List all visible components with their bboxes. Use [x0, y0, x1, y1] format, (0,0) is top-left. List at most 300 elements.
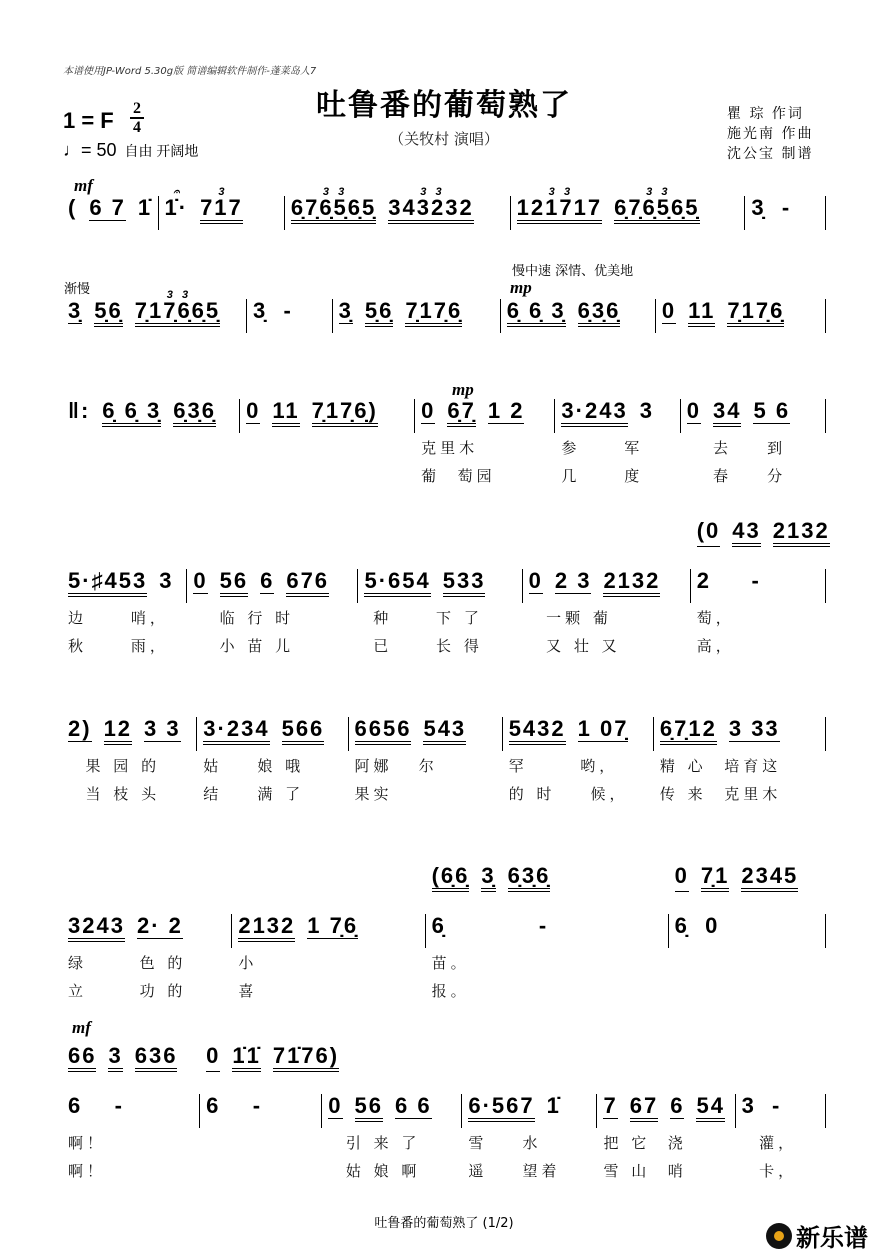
note-text: 7̣17̣6̣6̣5̣ — [134, 298, 221, 323]
note-group — [203, 717, 269, 745]
lyric-verse2: 传 来 克里木 — [659, 785, 782, 803]
note-text: 1 7̣6̣ — [307, 913, 359, 938]
note-group — [701, 864, 729, 892]
note-text: 6̣7̣12 — [659, 716, 717, 741]
note-group — [421, 399, 435, 424]
system-7 — [62, 1043, 826, 1180]
lyric-verse2: 小 苗 儿 — [193, 637, 295, 655]
note-text: 2132 — [772, 518, 830, 543]
note-group — [68, 196, 77, 220]
site-logo — [766, 1218, 868, 1253]
note-text: 5·♯453 — [68, 568, 148, 593]
note-group — [529, 569, 543, 594]
notes — [62, 569, 186, 603]
note-text: 676 — [286, 568, 330, 593]
notes — [62, 914, 231, 948]
lyric-verse2: 果实 — [354, 785, 393, 803]
note-group — [339, 299, 353, 324]
note-group — [697, 519, 721, 547]
lyric-verse1: 克里木 — [421, 439, 479, 457]
lyric-verse1: 萄， — [696, 609, 735, 627]
lyric-verse2: 立 功 的 — [68, 982, 187, 1000]
note-group — [508, 864, 551, 892]
notes — [240, 399, 414, 433]
note-group — [200, 186, 243, 224]
notes — [426, 914, 668, 948]
note-text: 343232 — [388, 195, 474, 220]
note-text: - — [457, 913, 549, 938]
measure — [285, 186, 511, 230]
note-text: 56 — [354, 1093, 384, 1118]
note-group — [509, 717, 566, 745]
note-text: 6 — [670, 1093, 685, 1118]
measure — [462, 1093, 597, 1180]
lyric-verse2: 的 时 候， — [508, 785, 629, 803]
note-group — [312, 399, 378, 427]
notes — [681, 399, 825, 433]
note-text: 3 — [108, 1043, 123, 1068]
note-text: 3 33 — [728, 716, 780, 741]
lyric-verse2: 春 分 — [686, 467, 787, 485]
measure — [62, 196, 159, 230]
note-group — [603, 569, 660, 597]
note-text: 6656 — [354, 716, 412, 741]
note-text: 0 — [246, 398, 261, 423]
note-text: 56 — [219, 568, 249, 593]
note-group — [713, 399, 741, 427]
note-text: 3243 — [68, 913, 125, 938]
lyric-verse2: 报。 — [431, 982, 470, 1000]
system-3 — [62, 398, 826, 485]
note-text: 2) — [68, 716, 92, 741]
meter-top: 2 — [133, 100, 141, 117]
note-text: 6 — [260, 568, 275, 593]
notes — [523, 569, 690, 603]
lyric-verse1: 去 到 — [686, 439, 787, 457]
note-group — [89, 196, 126, 221]
annotation-tempo: 慢中速 深情、优美地 — [512, 264, 634, 279]
notes — [462, 1094, 596, 1128]
lyric-verse2: 喜 — [238, 982, 258, 1000]
triplet-mark: 3 — [218, 186, 225, 198]
note-text: 12 — [103, 716, 133, 741]
lyric-verse2: 又 壮 又 — [528, 637, 621, 655]
measure-row — [62, 863, 826, 1000]
note-group — [660, 717, 717, 745]
note-text: 0 — [686, 398, 701, 423]
measure — [656, 299, 826, 333]
note-text: (0 — [696, 518, 721, 543]
note-text: 54 — [696, 1093, 725, 1118]
note-text: 2 - — [696, 568, 761, 593]
note-text: 1 2 — [487, 398, 525, 423]
notes — [62, 196, 158, 230]
note-group — [134, 289, 221, 327]
note-group — [603, 1094, 617, 1119]
note-text: ‖: — [68, 398, 91, 423]
lyric-verse2: 雪 山 哨 — [603, 1162, 687, 1180]
note-group — [232, 1044, 260, 1072]
note-text: 3̣ — [481, 863, 496, 888]
system-5 — [62, 716, 826, 803]
measure — [349, 716, 503, 803]
note-text: 533 — [442, 568, 486, 593]
time-signature — [130, 100, 144, 136]
note-group — [253, 299, 293, 323]
note-group — [68, 1094, 124, 1118]
note-group — [696, 1094, 724, 1122]
note-group — [108, 1044, 122, 1072]
measure — [333, 299, 501, 333]
triplet-mark: 3 3 — [166, 289, 189, 301]
note-group — [290, 186, 377, 224]
triplet-mark: 3 3 — [322, 186, 345, 198]
notes — [501, 299, 655, 333]
note-text: 121717 — [516, 195, 603, 220]
triplet-mark: 3 3 — [646, 186, 668, 198]
measure — [597, 1093, 735, 1180]
system-1 — [62, 186, 826, 230]
lyric-verse1: 罕 哟， — [508, 757, 619, 775]
note-text: 3 — [639, 398, 654, 423]
lyricist: 瞿 琮 作词 — [727, 106, 804, 122]
lyric-verse2: 啊！ — [68, 1162, 107, 1180]
lyric-verse2: 遥 望着 — [468, 1162, 561, 1180]
annotation-slowing: 渐慢 — [64, 282, 91, 297]
notes — [62, 399, 239, 433]
dynamic-mf-2: mf — [72, 1018, 91, 1037]
note-group — [365, 299, 393, 327]
note-text: 3̣ — [338, 298, 353, 323]
note-group — [447, 399, 475, 427]
note-text: 66 — [68, 1043, 97, 1068]
lyric-verse1: 绿 色 的 — [68, 954, 187, 972]
note-group — [561, 399, 627, 427]
notes — [555, 399, 679, 433]
notes — [656, 299, 825, 333]
note-text: 3 — [159, 568, 174, 593]
lyric-verse2: 几 度 — [561, 467, 644, 485]
note-group — [164, 186, 189, 220]
note-text: 0 — [206, 1043, 221, 1068]
notes — [200, 1094, 321, 1128]
note-text: 6̣7̣ — [447, 398, 476, 423]
lyric-verse1: 引 来 了 — [328, 1134, 421, 1152]
note-group — [670, 1094, 684, 1119]
notes — [597, 1094, 734, 1128]
note-group — [675, 914, 720, 938]
note-group — [688, 299, 715, 327]
singer-credit: （关牧村 演唱） — [389, 130, 499, 148]
meter-bottom: 4 — [133, 119, 141, 136]
notes — [349, 717, 502, 751]
note-group — [547, 1094, 561, 1118]
notes — [247, 299, 332, 333]
measure — [197, 716, 348, 803]
note-group — [468, 1094, 534, 1122]
note-text: 3̣ - — [751, 195, 792, 220]
note-text: 566 — [281, 716, 325, 741]
note-group — [286, 569, 329, 597]
note-text: 3·243 — [561, 398, 628, 423]
note-text: 6 6 — [395, 1093, 432, 1118]
accompaniment-notes — [200, 1043, 340, 1072]
note-group — [687, 399, 701, 424]
triplet-mark: 3 3 — [548, 186, 571, 198]
measure — [240, 399, 415, 433]
note-text: 6 7 — [89, 195, 126, 220]
accompaniment-notes — [426, 864, 668, 892]
notes — [197, 717, 347, 751]
lyric-verse2: 已 长 得 — [364, 637, 483, 655]
accompaniment-notes — [62, 1044, 199, 1072]
measure — [322, 1093, 462, 1180]
measure-row — [62, 716, 826, 803]
system-6 — [62, 863, 826, 1000]
note-group — [388, 186, 474, 224]
lyric-verse1: 雪 水 — [468, 1134, 542, 1152]
measure — [691, 518, 830, 655]
note-text: 6̣ — [431, 913, 446, 938]
lyric-verse1: 精 心 培育这 — [659, 757, 782, 775]
note-text: 0 — [421, 398, 436, 423]
note-group — [104, 717, 132, 745]
measure — [62, 913, 232, 1000]
note-group — [173, 399, 216, 427]
note-text: 43 — [732, 518, 761, 543]
dynamic-mp: mp — [510, 278, 532, 297]
measure — [232, 913, 425, 1000]
notes — [187, 569, 357, 603]
mood-text: 自由 开阔地 — [124, 143, 199, 159]
measure — [200, 1043, 340, 1128]
measure-row — [62, 1043, 826, 1180]
note-text: 6 - — [68, 1093, 125, 1118]
note-group — [68, 399, 90, 423]
note-group — [272, 399, 299, 427]
note-text: 3 - — [741, 1093, 782, 1118]
note-text: 67 — [629, 1093, 659, 1118]
note-group — [206, 1044, 220, 1072]
notes — [322, 1094, 461, 1128]
note-text: 6̣3̣6̣ — [577, 298, 621, 323]
measure-row — [62, 398, 826, 485]
note-group — [640, 399, 654, 423]
note-group — [675, 864, 689, 892]
notes — [159, 186, 284, 230]
note-group — [507, 299, 566, 327]
note-group — [662, 299, 676, 324]
measure — [247, 299, 333, 333]
note-group — [578, 717, 629, 742]
note-group — [729, 717, 780, 742]
note-text: 6̣3̣6̣ — [173, 398, 216, 423]
note-text: 1̇1̇ — [232, 1043, 261, 1068]
note-text: 1 07̣ — [577, 716, 629, 741]
note-text: 0 — [674, 863, 689, 888]
note-text: 2 3 — [554, 568, 592, 593]
note-text: (6̣6̣ — [431, 863, 470, 888]
note-group — [555, 569, 592, 594]
lyric-verse1: 边 哨， — [68, 609, 169, 627]
note-text: 6̣ 6̣ 3̣ — [102, 398, 162, 423]
lyric-verse1: 把 它 浇 — [603, 1134, 687, 1152]
note-group — [328, 1094, 342, 1119]
lyric-verse1: 姑 娘 哦 — [203, 757, 305, 775]
note-text: 543 — [423, 716, 467, 741]
notes — [285, 186, 510, 230]
note-group — [727, 299, 784, 327]
dynamic-mf: mf — [74, 176, 93, 195]
note-group — [732, 519, 760, 547]
note-group — [773, 519, 830, 547]
measure — [745, 196, 826, 230]
note-group — [94, 299, 122, 327]
note-group — [246, 399, 260, 424]
lyric-verse2: 高， — [696, 637, 735, 655]
vinyl-disc-icon — [766, 1223, 792, 1249]
note-text: 11 — [272, 398, 300, 423]
accompaniment-notes — [691, 518, 830, 547]
note-group — [273, 1044, 339, 1072]
note-group — [144, 717, 181, 742]
note-group — [753, 399, 790, 424]
note-group — [206, 1094, 262, 1118]
lyric-verse1: 小 — [238, 954, 258, 972]
note-text: 0 — [661, 298, 677, 323]
note-group — [488, 399, 525, 424]
triplet-mark: 𝄐 — [173, 186, 180, 198]
measure — [358, 568, 522, 655]
note-text: 5432 — [508, 716, 566, 741]
measure — [501, 299, 656, 333]
lyric-verse1: 参 军 — [561, 439, 644, 457]
note-text: 34 — [713, 398, 742, 423]
measure — [62, 716, 197, 803]
note-text: 1̇· — [164, 195, 189, 220]
note-group — [741, 864, 798, 892]
notes — [654, 717, 825, 751]
note-text: 636 — [134, 1043, 178, 1068]
tempo-marking — [63, 140, 198, 161]
measure — [503, 716, 654, 803]
note-text: 6̣ 6̣ 3̣ — [506, 298, 566, 323]
measure — [555, 398, 680, 485]
measure — [159, 186, 285, 230]
note-text: 7̣17̣6̣) — [311, 398, 378, 423]
triplet-mark: 3 3 — [420, 186, 442, 198]
arranger: 沈公宝 制谱 — [727, 146, 814, 162]
notes — [232, 914, 424, 948]
note-text: 5̣6̣ — [94, 298, 123, 323]
note-text: 6·567 — [468, 1093, 535, 1118]
lyric-verse2: 姑 娘 啊 — [328, 1162, 421, 1180]
note-group — [282, 717, 325, 745]
note-group — [68, 717, 92, 742]
note-text: 71̇76) — [272, 1043, 340, 1068]
note-text: 5̣6̣ — [364, 298, 394, 323]
measure — [62, 568, 187, 655]
lyric-verse2: 当 枝 头 — [68, 785, 161, 803]
note-group — [630, 1094, 658, 1122]
note-text: 7̣17̣6̣ — [405, 298, 463, 323]
note-text: 6̣ 0 — [674, 913, 720, 938]
measure — [187, 568, 358, 655]
note-text: 3 3 — [144, 716, 181, 741]
note-text: 2132 — [238, 913, 296, 938]
note-group — [578, 299, 621, 327]
note-group — [238, 914, 295, 942]
page-footer: 吐鲁番的葡萄熟了 (1/2) — [374, 1216, 514, 1231]
notes — [669, 914, 825, 948]
credits — [727, 104, 813, 164]
note-group — [138, 196, 152, 220]
note-group — [135, 1044, 178, 1072]
note-text: 6̣7̣6̣5̣6̣5̣ — [290, 195, 377, 220]
notes — [691, 569, 825, 603]
note-group — [68, 1044, 96, 1072]
measure — [654, 716, 826, 803]
note-text: 5 6 — [753, 398, 791, 423]
key-signature: 1 = F — [63, 108, 114, 133]
note-text: 2132 — [603, 568, 661, 593]
lyric-verse1: 灌， — [741, 1134, 798, 1152]
note-group — [432, 914, 446, 938]
note-text: 717 — [200, 195, 243, 220]
note-group — [423, 717, 466, 745]
notes — [333, 299, 500, 333]
notes — [736, 1094, 825, 1128]
note-text: 0 — [328, 1093, 343, 1118]
measure — [736, 1093, 826, 1180]
measure — [681, 398, 826, 485]
note-text: 1̇ — [137, 195, 153, 220]
note-group — [405, 299, 462, 327]
notes — [511, 186, 745, 230]
notes — [62, 717, 196, 751]
notes — [415, 399, 554, 433]
lyric-verse1: 果 园 的 — [68, 757, 161, 775]
note-text: 3̣ — [68, 298, 83, 323]
note-group — [458, 914, 548, 938]
note-group — [516, 186, 603, 224]
note-text: 0 — [193, 568, 208, 593]
note-group — [432, 864, 470, 892]
notes — [358, 569, 521, 603]
software-watermark: 本谱使用JP-Word 5.30g版 简谱编辑软件制作-蓬莱岛人7 — [63, 66, 317, 77]
note-group — [68, 569, 147, 597]
note-text: 0 — [528, 568, 543, 593]
system-4 — [62, 518, 830, 655]
note-group — [742, 1094, 782, 1118]
lyric-verse1: 苗。 — [431, 954, 470, 972]
song-title: 吐鲁番的葡萄熟了 — [316, 88, 572, 123]
note-group — [159, 569, 173, 593]
measure — [415, 398, 555, 485]
note-group — [443, 569, 486, 597]
note-text: 1̇ — [546, 1093, 561, 1118]
measure — [426, 863, 669, 1000]
note-text: 7̣17̣6̣ — [727, 298, 785, 323]
note-text: 6 - — [206, 1093, 263, 1118]
note-text: ( — [68, 195, 78, 220]
dynamic-mp-2: mp — [452, 380, 474, 399]
note-text: 6̣3̣6̣ — [507, 863, 551, 888]
measure — [669, 863, 826, 948]
note-group — [614, 186, 700, 224]
lyric-verse2: 结 满 了 — [203, 785, 305, 803]
lyric-verse1: 阿娜 尔 — [354, 757, 438, 775]
